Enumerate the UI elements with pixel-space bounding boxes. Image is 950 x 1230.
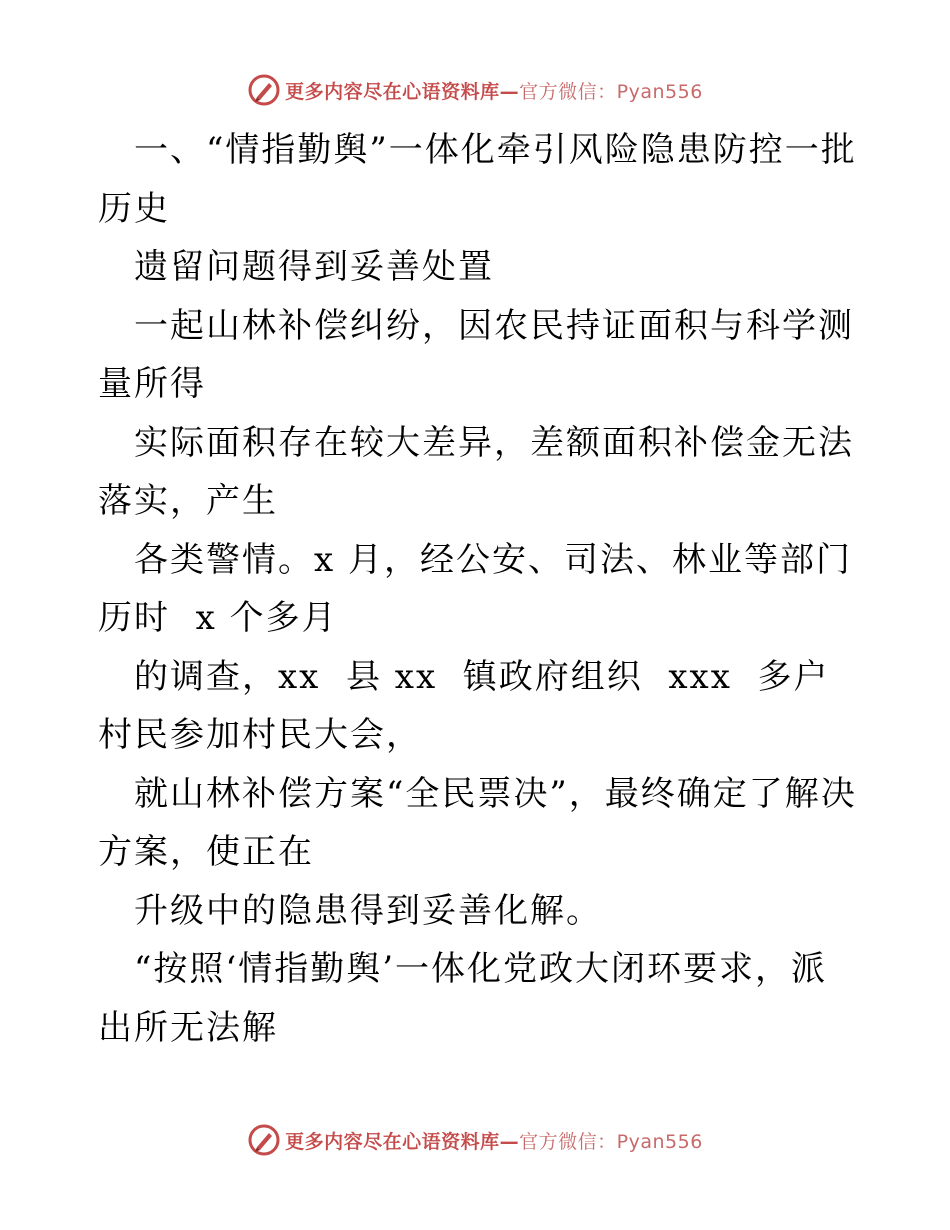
paragraph-2: 遗留问题得到妥善处置 <box>134 247 494 287</box>
pen-seal-logo-icon <box>247 1123 281 1157</box>
paragraph-1: 一、“情指勤舆”一体化牵引风险隐患防控一批历史 <box>98 130 857 229</box>
footer-banner <box>0 1120 950 1160</box>
footer-banner-text: 更多内容尽在心语资料库—官方微信：Pyan556 <box>285 1130 703 1153</box>
paragraph-8: 升级中的隐患得到妥善化解。 <box>134 890 602 931</box>
paragraph-4: 实际面积存在较大差异，差额面积补偿金无法落实，产生 <box>98 422 854 521</box>
paragraph-9: “按照‘情指勤舆’一体化党政大闭环要求，派出所无法解 <box>98 949 827 1048</box>
pen-seal-logo-icon <box>247 73 281 107</box>
document-body <box>98 121 858 1057</box>
paragraph-5: 各类警情。x 月，经公安、司法、林业等部门历时 x 个多月 <box>98 539 852 638</box>
header-banner-text: 更多内容尽在心语资料库—官方微信：Pyan556 <box>285 80 703 103</box>
paragraph-3: 一起山林补偿纠纷，因农民持证面积与科学测量所得 <box>98 305 854 404</box>
header-weixin-text: 官方微信：Pyan556 <box>519 80 703 103</box>
paragraph-7: 就山林补偿方案“全民票决”，最终确定了解决方案，使正在 <box>98 773 857 872</box>
footer-weixin-text: 官方微信：Pyan556 <box>519 1130 703 1153</box>
paragraph-6: 的调查，xx 县 xx 镇政府组织 xxx 多户村民参加村民大会， <box>98 656 830 755</box>
header-banner <box>0 70 950 110</box>
